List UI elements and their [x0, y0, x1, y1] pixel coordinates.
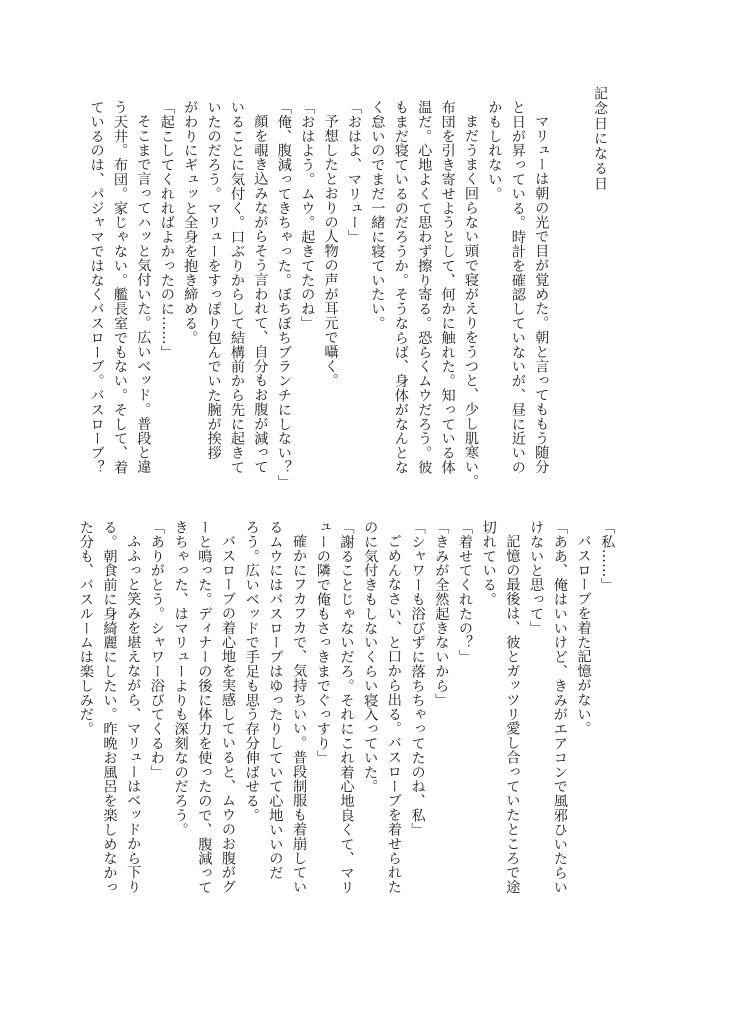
text-column: ーと鳴った。ディナーの後に体力を使ったので、腹減って	[196, 520, 213, 895]
text-column: まだうまく回らない頭で寝がえりをうつと、少し肌寒い。	[463, 114, 479, 489]
text-column: 「きみが全然起きないから」	[433, 520, 450, 708]
text-column: るムウにはバスローブはゆったりしていて心地いいのだ	[267, 520, 284, 880]
text-column: ふふっと笑みを堪えながら、マリューはベッドから下り	[125, 534, 142, 894]
text-column: のに気付きもしないくらい寝入っていた。	[362, 520, 379, 794]
text-column: 「シャワーも浴びずに落ちちゃってたのね、私」	[409, 520, 426, 837]
text-column: た分も、バスルームは楽しみだ。	[77, 520, 94, 736]
text-column: 「謝ることじゃないだろ。それにこれ着心地良くて、マリ	[338, 520, 355, 895]
text-column: 「ありがとう。シャワー浴びてくるわ」	[148, 520, 165, 780]
text-column: ごめんなさい、と口から出る。バスローブを着せられた	[385, 534, 402, 894]
text-column: ろう。広いベッドで手足も思う存分伸ばせる。	[243, 520, 260, 823]
upper-text-block	[0, 100, 732, 500]
text-column: がわりにギュッと全身を抱き締める。	[182, 100, 199, 345]
text-column: 布団を引き寄せようとして、何かに触れた。知っている体	[439, 100, 456, 475]
text-column: マリューは朝の光で目が覚めた。朝と言ってももう随分	[533, 114, 550, 474]
text-column: かもしれない。	[486, 100, 503, 201]
text-column: そこまで言ってハッと気付いた。広いベッド。普段と違	[135, 114, 152, 474]
text-column: く怠いのでまだ一緒に寝ていたい。	[369, 100, 386, 331]
text-column: 「ああ、俺はいいけど、きみがエアコンで風邪ひいたらい	[551, 520, 568, 895]
text-column: もまだ寝ているのだろうか。そうならば、身体がなんとな	[392, 100, 409, 475]
lower-text-block	[0, 520, 732, 940]
text-column: う天井。布団。家じゃない。艦長室でもない。そして、着	[112, 100, 128, 475]
text-column: バスローブを着た記憶がない。	[575, 534, 592, 736]
text-column: いたのだろう。マリューをすっぽり包んでいた腕が挨拶	[205, 100, 222, 460]
text-column: と日が昇っている。時計を確認していないが、昼に近いの	[509, 100, 526, 475]
text-column: 顔を覗き込みながらそう言われて、自分もお腹が減って	[252, 114, 269, 474]
text-column: きちゃった、はマリューよりも深刻なのだろう。	[172, 520, 189, 837]
text-column: バスローブの着心地を実感していると、ムウのお腹がグ	[220, 534, 236, 894]
text-column: 「俺、腹減ってきちゃった。ぼちぼちブランチにしない？」	[275, 100, 292, 489]
text-column: ューの隣で俺もさっきまでぐっすり」	[314, 520, 331, 765]
text-column: 記憶の最後は、彼とガッツリ愛し合っていたところで途	[504, 534, 521, 894]
text-column: る。朝食前に身綺麗にしたい。昨晩お風呂を楽しめなかっ	[101, 520, 118, 895]
text-column: 「着せてくれたの？」	[457, 520, 473, 664]
text-column: いることに気付く。口ぶりからして結構前から先に起きて	[229, 100, 245, 475]
text-column: 切れている。	[480, 520, 497, 607]
text-column: けないと思って」	[528, 520, 545, 636]
text-column: 確かにフカフカで、気持ちいい。普段制服も着崩してい	[291, 534, 308, 894]
text-column: 予想したとおりの人物の声が耳元で囁く。	[322, 114, 339, 388]
text-column: ているのは、パジャマではなくバスローブ。バスローブ？	[88, 100, 105, 475]
text-column: 「起こしてくれればよかったのに……」	[158, 100, 175, 360]
text-column: 温だ。心地よくて思わず擦り寄る。恐らくムウだろう。彼	[416, 100, 433, 475]
text-column: 「私……」	[599, 520, 616, 592]
text-column: 「おはよう。ムウ。起きてたのね」	[299, 100, 316, 331]
page-title: 記念日になる日	[592, 86, 608, 191]
text-column: 「おはよ、マリュー」	[346, 100, 362, 244]
